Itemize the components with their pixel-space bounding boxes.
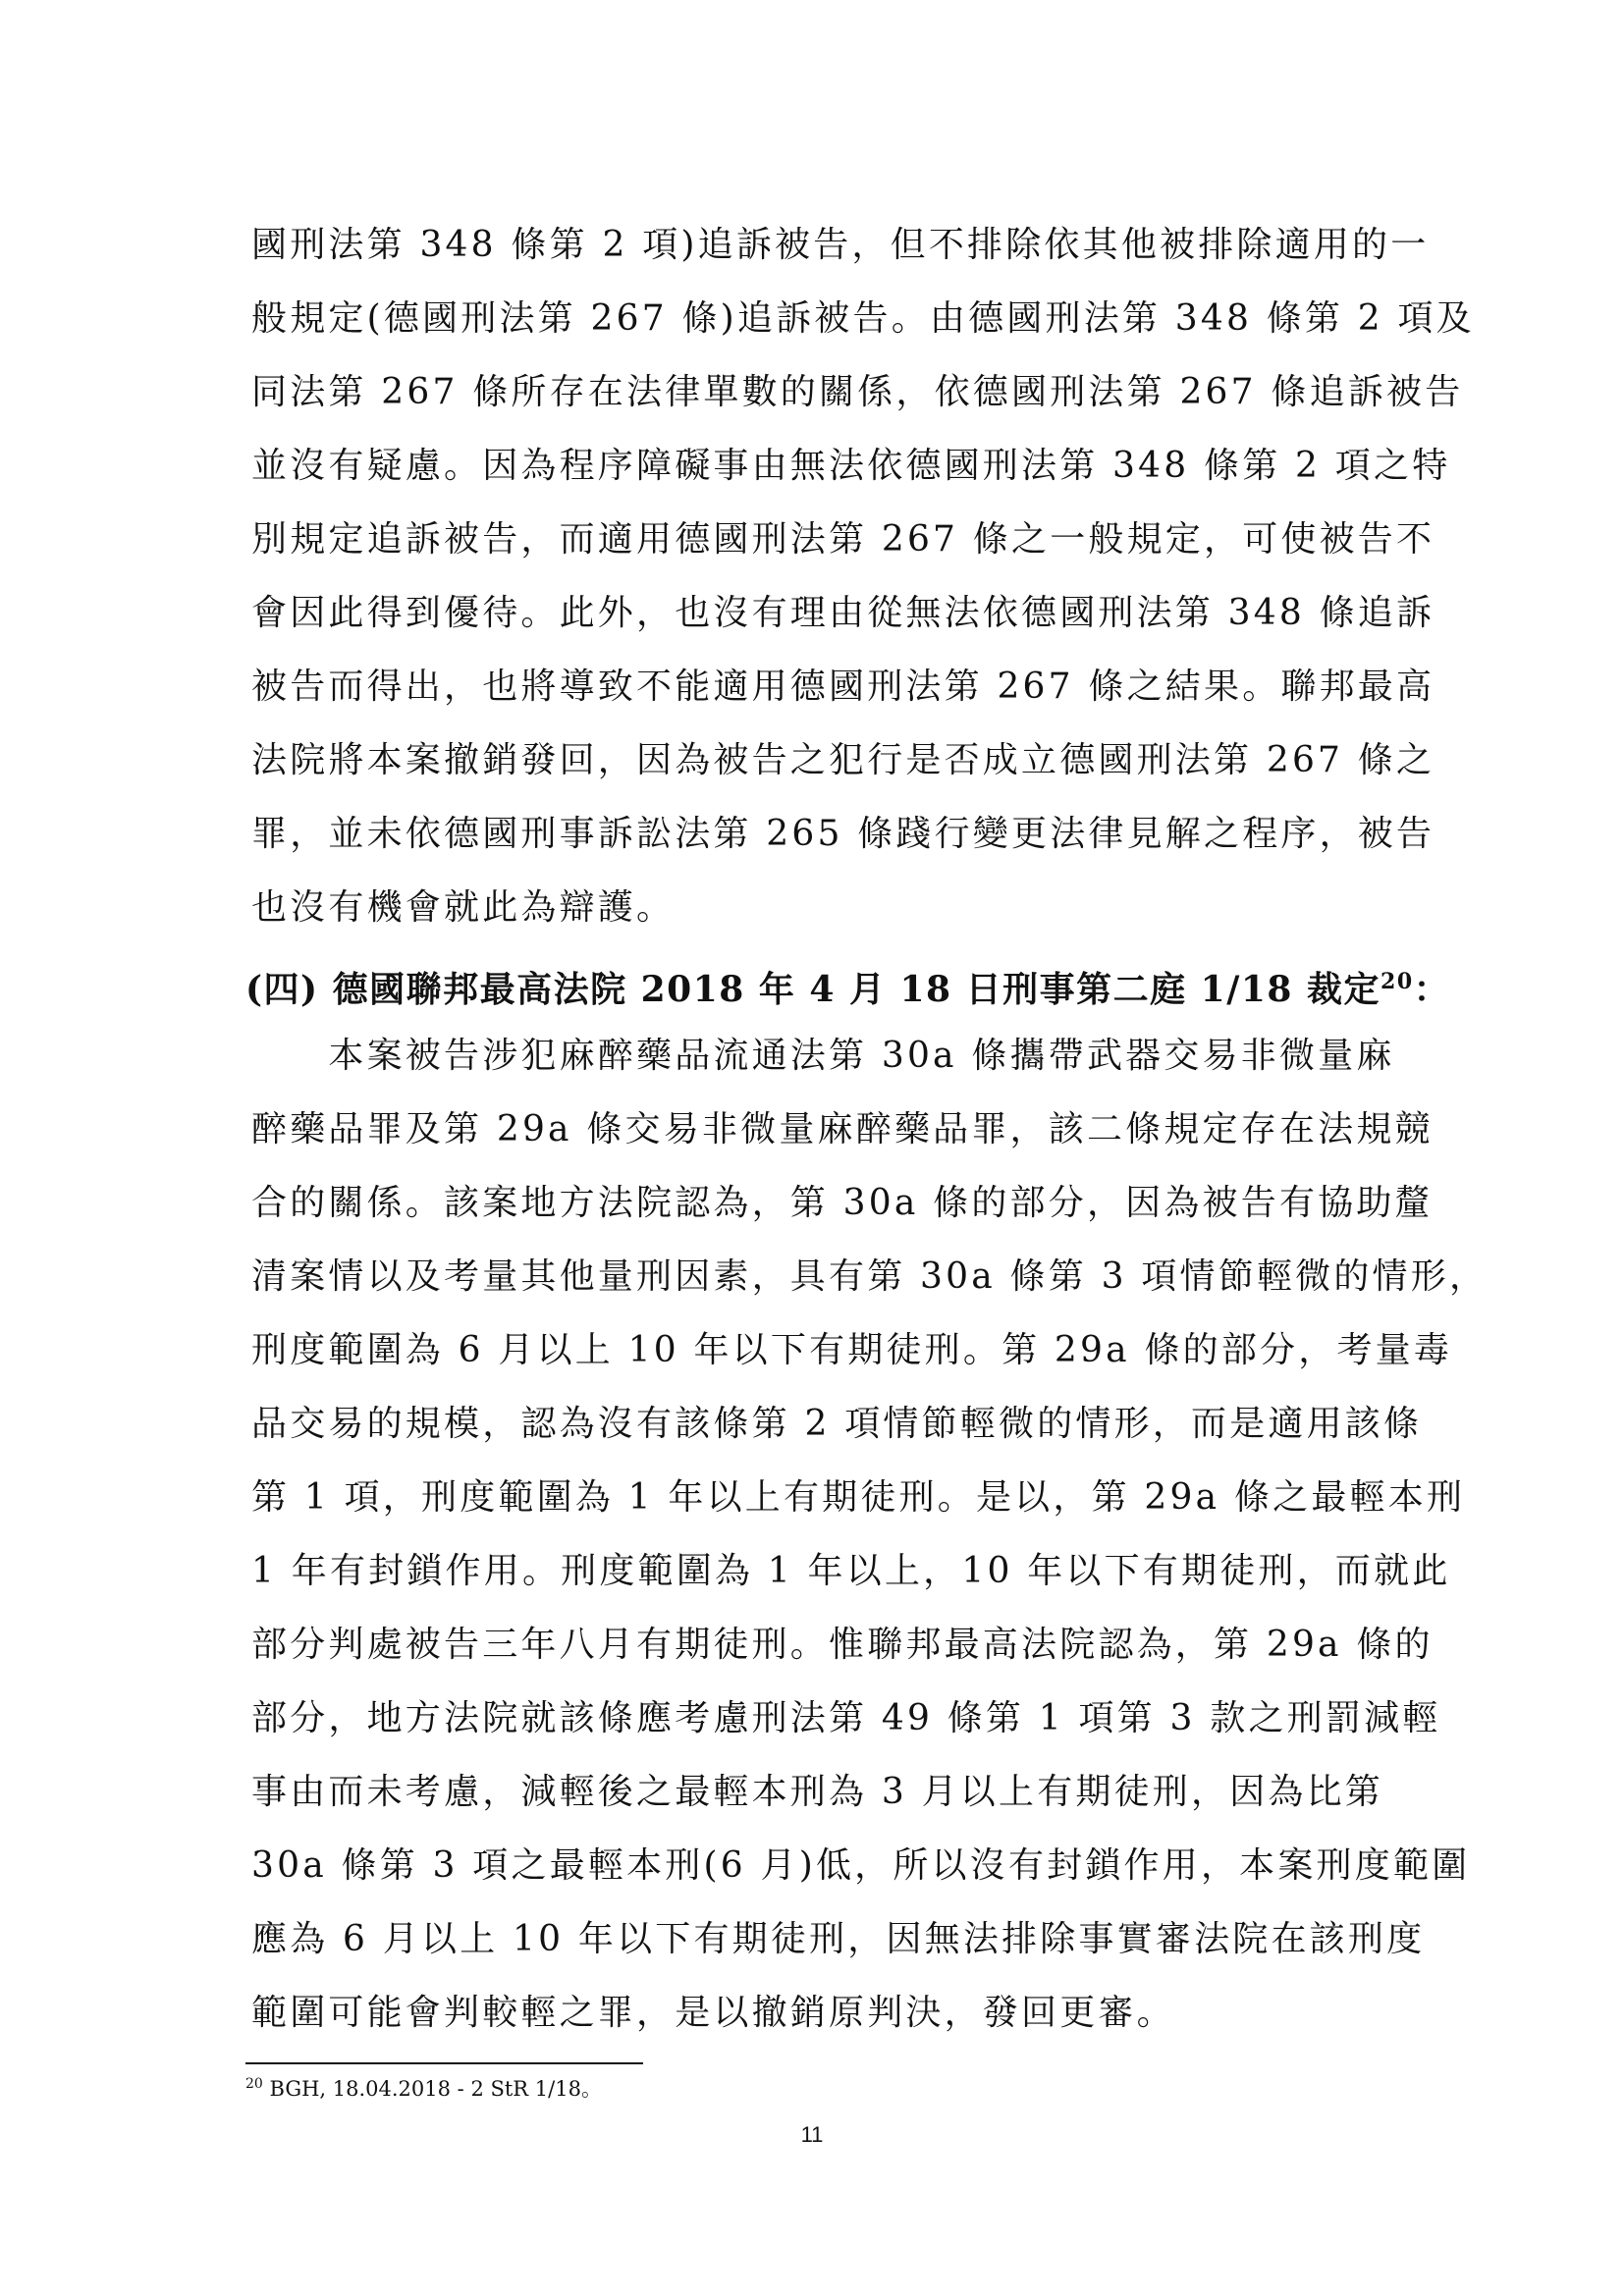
text-line: 合的關係。該案地方法院認為，第 30a 條的部分，因為被告有協助釐 <box>251 1183 1434 1223</box>
text-line: 本案被告涉犯麻醉藥品流通法第 30a 條攜帶武器交易非微量麻 <box>251 1036 1395 1076</box>
paragraph-continued <box>251 208 1475 944</box>
text-line: 部分判處被告三年八月有期徒刑。惟聯邦最高法院認為，第 29a 條的 <box>251 1625 1434 1665</box>
text-line: 應為 6 月以上 10 年以下有期徒刑，因無法排除事實審法院在該刑度 <box>251 1919 1426 1959</box>
text-line: 同法第 267 條所存在法律單數的關係，依德國刑法第 267 條追訴被告 <box>251 372 1464 412</box>
text-line: 被告而得出，也將導致不能適用德國刑法第 267 條之結果。聯邦最高 <box>251 667 1435 707</box>
section-heading <box>245 964 1450 1015</box>
footnote-reference[interactable]: 20 <box>1380 969 1414 994</box>
text-line: 法院將本案撤銷發回，因為被告之犯行是否成立德國刑法第 267 條之 <box>251 740 1435 780</box>
footnote-text: BGH, 18.04.2018 - 2 StR 1/18。 <box>262 2077 602 2101</box>
text-line: 醉藥品罪及第 29a 條交易非微量麻醉藥品罪，該二條規定存在法規競 <box>251 1109 1434 1149</box>
text-line: 清案情以及考量其他量刑因素，具有第 30a 條第 3 項情節輕微的情形， <box>251 1256 1489 1297</box>
text-line: 也沒有機會就此為辯護。 <box>251 887 676 928</box>
text-line: 國刑法第 348 條第 2 項)追訴被告，但不排除依其他被排除適用的一 <box>251 225 1430 265</box>
page-number: 11 <box>800 2122 824 2147</box>
text-line: 般規定(德國刑法第 267 條)追訴被告。由德國刑法第 348 條第 2 項及 <box>251 298 1475 339</box>
paragraph-case-summary <box>251 1019 1489 2050</box>
text-line: 刑度範圍為 6 月以上 10 年以下有期徒刑。第 29a 條的部分，考量毒 <box>251 1330 1453 1370</box>
text-line: 並沒有疑慮。因為程序障礙事由無法依德國刑法第 348 條第 2 項之特 <box>251 446 1451 486</box>
text-line: 罪，並未依德國刑事訴訟法第 265 條踐行變更法律見解之程序，被告 <box>251 814 1435 854</box>
footnote-divider <box>245 2062 643 2064</box>
text-line: 別規定追訴被告，而適用德國刑法第 267 條之一般規定，可使被告不 <box>251 519 1435 560</box>
text-line: 範圍可能會判較輕之罪，是以撤銷原判決，發回更審。 <box>251 1993 1175 2033</box>
text-line: 會因此得到優待。此外，也沒有理由從無法依德國刑法第 348 條追訴 <box>251 593 1435 633</box>
text-line: 1 年有封鎖作用。刑度範圍為 1 年以上，10 年以下有期徒刑，而就此 <box>251 1551 1451 1591</box>
text-line: 部分，地方法院就該條應考慮刑法第 49 條第 1 項第 3 款之刑罰減輕 <box>251 1698 1441 1738</box>
text-line: 品交易的規模，認為沒有該條第 2 項情節輕微的情形，而是適用該條 <box>251 1404 1423 1444</box>
text-line: 30a 條第 3 項之最輕本刑(6 月)低，所以沒有封鎖作用，本案刑度範圍 <box>251 1845 1471 1886</box>
text-line: 第 1 項，刑度範圍為 1 年以上有期徒刑。是以，第 29a 條之最輕本刑 <box>251 1477 1466 1518</box>
text-line: 事由而未考慮，減輕後之最輕本刑為 3 月以上有期徒刑，因為比第 <box>251 1772 1383 1812</box>
heading-text: (四) 德國聯邦最高法院 2018 年 4 月 18 日刑事第二庭 1/18 裁定 <box>245 969 1381 1010</box>
footnote <box>245 2074 602 2104</box>
footnote-number: 20 <box>245 2076 263 2092</box>
heading-suffix: ： <box>1413 969 1451 1010</box>
